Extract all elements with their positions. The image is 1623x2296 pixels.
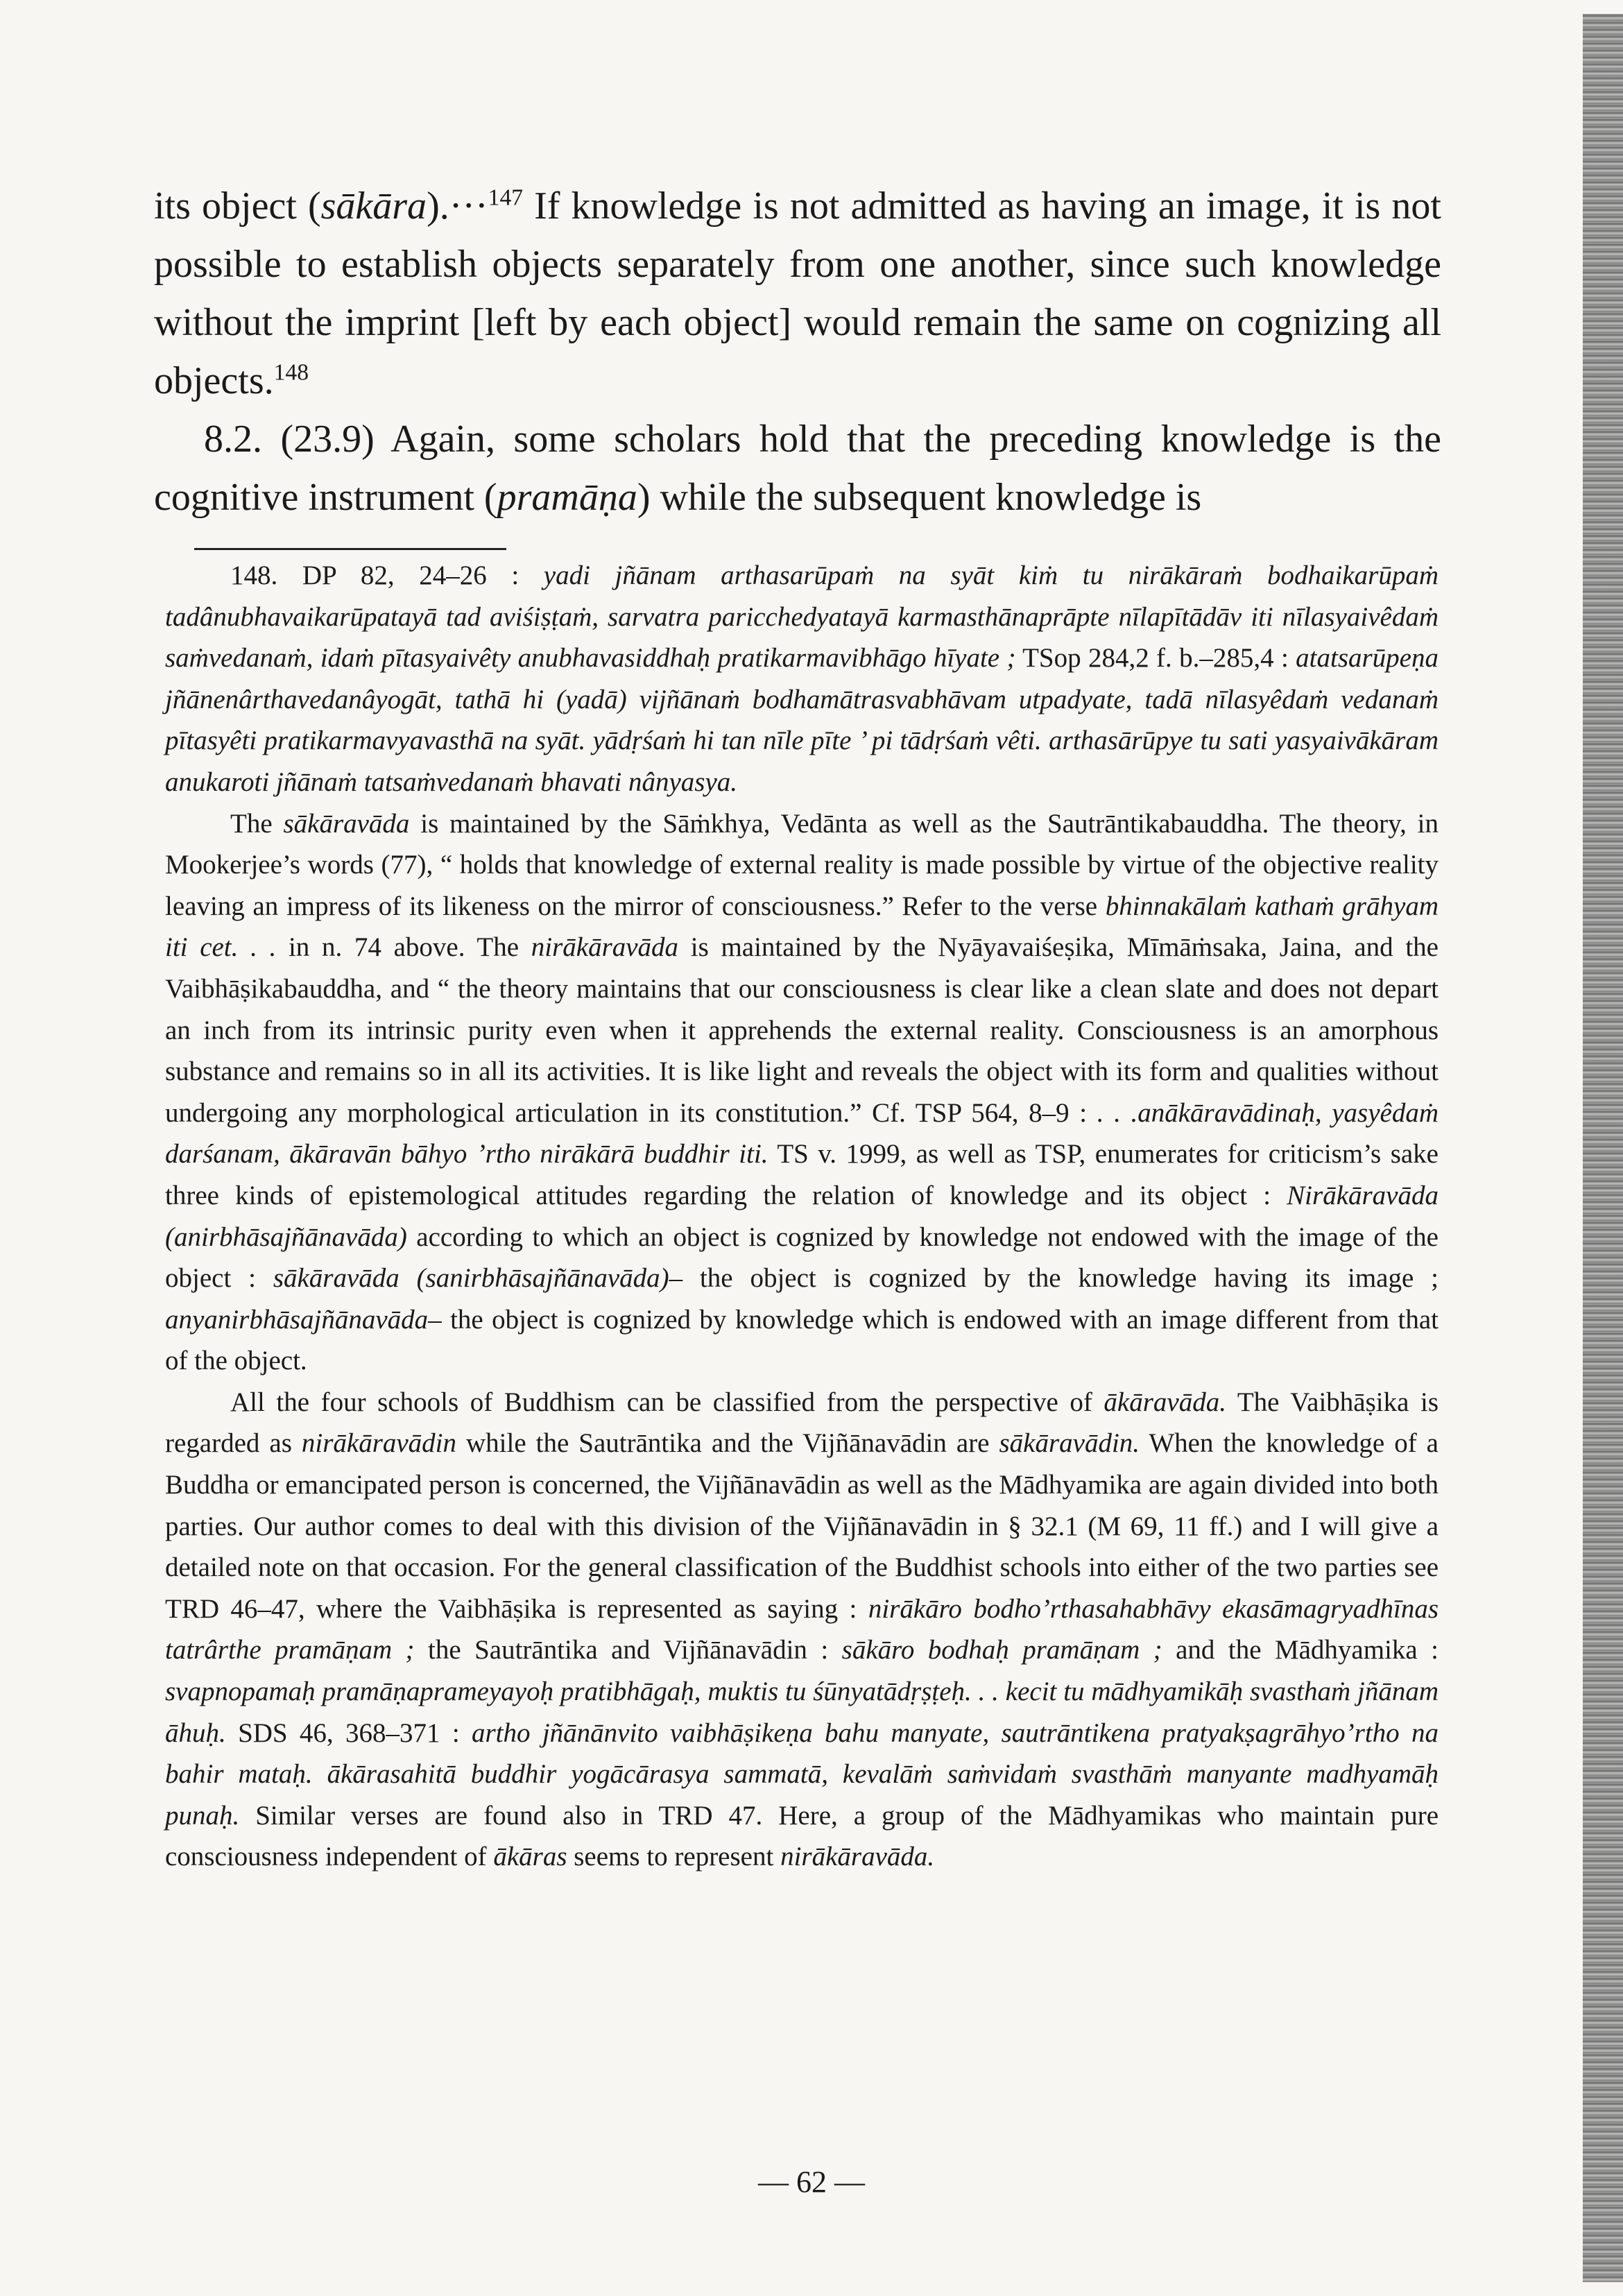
text-run: in n. 74 above. The [276, 932, 531, 963]
term: anyanirbhāsajñānavāda– [165, 1304, 442, 1335]
term-pramana: pramāṇa [497, 476, 637, 519]
text-run: TS v. 1999, as well as TSP, enumerates for criticism’s sake three kinds of epistemological attitudes regarding the relation of knowledge and its object : [165, 1139, 1439, 1210]
footnote-ref-147: 147 [488, 185, 524, 211]
text-run: The Vaibhāṣika is regarded as [165, 1387, 1439, 1459]
text-run: The [230, 808, 284, 839]
term: ākāras [493, 1842, 567, 1872]
term-sakara: sākāra [320, 185, 427, 228]
text-run: Similar verses are found also in TRD 47. Here, a group of the Mādhyamikas who maintain pure consciousness independent of [165, 1800, 1439, 1872]
text-run: its object ( [154, 185, 321, 228]
text-run: the object is cognized by the knowledge having its image ; [682, 1263, 1439, 1294]
term: ākāravāda. [1104, 1387, 1226, 1417]
term: Nirākāravāda (anirbhāsajñānavāda) [165, 1180, 1439, 1252]
term: sākāro bodhaḥ pramāṇam ; [841, 1635, 1162, 1665]
footnote-rule [194, 548, 506, 550]
main-paragraph-2 [154, 410, 1441, 526]
term: artho jñānānvito vaibhāṣikeṇa bahu manyate, sautrāntikena pratyakṣagrāhyo’rtho na bahir mataḥ. ākārasahitā buddhir yogācārasya sammatā, kevalāṁ saṁvidaṁ svasthāṁ manyante madhyamāḥ punaḥ. [165, 1717, 1439, 1831]
text-run: the object is cognized by knowledge which is endowed with an image different from that of the object. [165, 1304, 1439, 1376]
term: sākāravādin. [999, 1428, 1140, 1459]
term: nirākāro bodho’rthasahabhāvy ekasāmagryadhīnas tatrârthe pramāṇam ; [165, 1593, 1439, 1665]
sanskrit-quote: yadi jñānam arthasarūpaṁ na syāt kiṁ tu nirākāraṁ bodhaikarūpaṁ tadânubhavaikarūpatayā tad aviśiṣṭaṁ, sarvatra paricchedyatayā karmasthānaprāpte nīlapītādāv iti nīlasyaivêdaṁ saṁvedanaṁ, idaṁ pītasyaivêty anubhavasiddhaḥ pratikarmavibhāgo hīyate ; [165, 560, 1439, 674]
footnote-block [165, 555, 1439, 1878]
text-run: When the knowledge of a Buddha or emancipated person is concerned, the Vijñānavādin as well as the Mādhyamika are again divided into both parties. Our author comes to deal with this division of the Vijñānavādin in § 32.1 (M 69, 11 ff.) and I will give a detailed note on that occasion. For the general classification of the Buddhist schools into either of the two parties see TRD 46–47, where the Vaibhāṣika is represented as saying : [165, 1428, 1439, 1624]
term: sākāravāda [283, 808, 410, 839]
scan-edge-shadow [1583, 14, 1623, 2282]
term: nirākāravāda [531, 932, 679, 963]
term: nirākāravādin [301, 1428, 457, 1459]
text-run: according to which an object is cognized by knowledge not endowed with the image of the object : [165, 1222, 1439, 1294]
footnote-148 [165, 555, 1439, 803]
footnote-paragraph-2 [165, 803, 1439, 1382]
text-run: and the Mādhyamika : [1162, 1635, 1439, 1665]
text-run: is maintained by the Sāṁkhya, Vedānta as well as the Sautrāntikabauddha. The theory, in Mookerjee’s words (77), “ holds that knowledge of external reality is made possible by virtue of the objective reality leaving an impress of its likeness on the mirror of consciousness.” Refer to the verse [165, 808, 1439, 921]
footnote-paragraph-3 [165, 1382, 1439, 1878]
text-run: is maintained by the Nyāyavaiśeṣika, Mīmāṁsaka, Jaina, and the Vaibhāṣikabauddha, and “ the theory maintains that our consciousness is clear like a clean slate and does not depart an inch from its intrinsic purity even when it apprehends the external reality. Consciousness is an amorphous substance and remains so in all its activities. It is like light and reveals the object with its form and qualities without undergoing any morphological articulation in its constitution.” Cf. TSP 564, 8–9 : [165, 932, 1439, 1128]
main-text [154, 177, 1441, 526]
term: nirākāravāda. [780, 1842, 935, 1872]
text-run: seems to represent [567, 1842, 781, 1872]
main-paragraph-1 [154, 177, 1441, 410]
term: sākāravāda (sanirbhāsajñānavāda)– [273, 1263, 683, 1294]
text-run: All the four schools of Buddhism can be classified from the perspective of [230, 1387, 1104, 1417]
term: svapnopamaḥ pramāṇaprameyayoḥ pratibhāgaḥ, muktis tu śūnyatādṛṣṭeḥ. . . kecit tu mādhyamikāḥ svasthaṁ jñānam āhuḥ. [165, 1677, 1439, 1748]
text-run: 148. DP 82, 24–26 : [230, 560, 544, 590]
text-run: ) while the subsequent knowledge is [637, 476, 1202, 519]
text-run: while the Sautrāntika and the Vijñānavādin are [456, 1428, 999, 1459]
text-run: If knowledge is not admitted as having an image, it is not possible to establish objects separately from one another, since such knowledge without the imprint [left by each object] would remain the same on cognizing all objects. [154, 185, 1441, 402]
text-run: 8.2. (23.9) Again, some scholars hold that the preceding knowledge is the cognitive instrument ( [154, 418, 1441, 519]
text-run: the Sautrāntika and Vijñānavādin : [414, 1635, 842, 1665]
page-number: — 62 — [758, 2165, 865, 2199]
term: . . .anākāravādinaḥ, yasyêdaṁ darśanam, ākāravān bāhyo ’rtho nirākārā buddhir iti. [165, 1097, 1439, 1170]
text-run: TSop 284,2 f. b.–285,4 : [1015, 643, 1296, 674]
text-run: SDS 46, 368–371 : [225, 1717, 472, 1748]
footnote-ref-148: 148 [273, 359, 309, 386]
text-run: ).··· [427, 185, 488, 228]
sanskrit-quote: atatsarūpeṇa jñānenârthavedanâyogāt, tathā hi (yadā) vijñānaṁ bodhamātrasvabhāvam utpadyate, tadā nīlasyêdaṁ vedanaṁ pītasyêti pratikarmavyavasthā na syāt. yādṛśaṁ hi tan nīle pīte ’ pi tādṛśaṁ vêti. arthasārūpye tu sati yasyaivākāram anukaroti jñānaṁ tatsaṁvedanaṁ bhavati nânyasya. [165, 643, 1439, 797]
term: bhinnakālaṁ kathaṁ grāhyam iti cet. . . [165, 891, 1439, 963]
